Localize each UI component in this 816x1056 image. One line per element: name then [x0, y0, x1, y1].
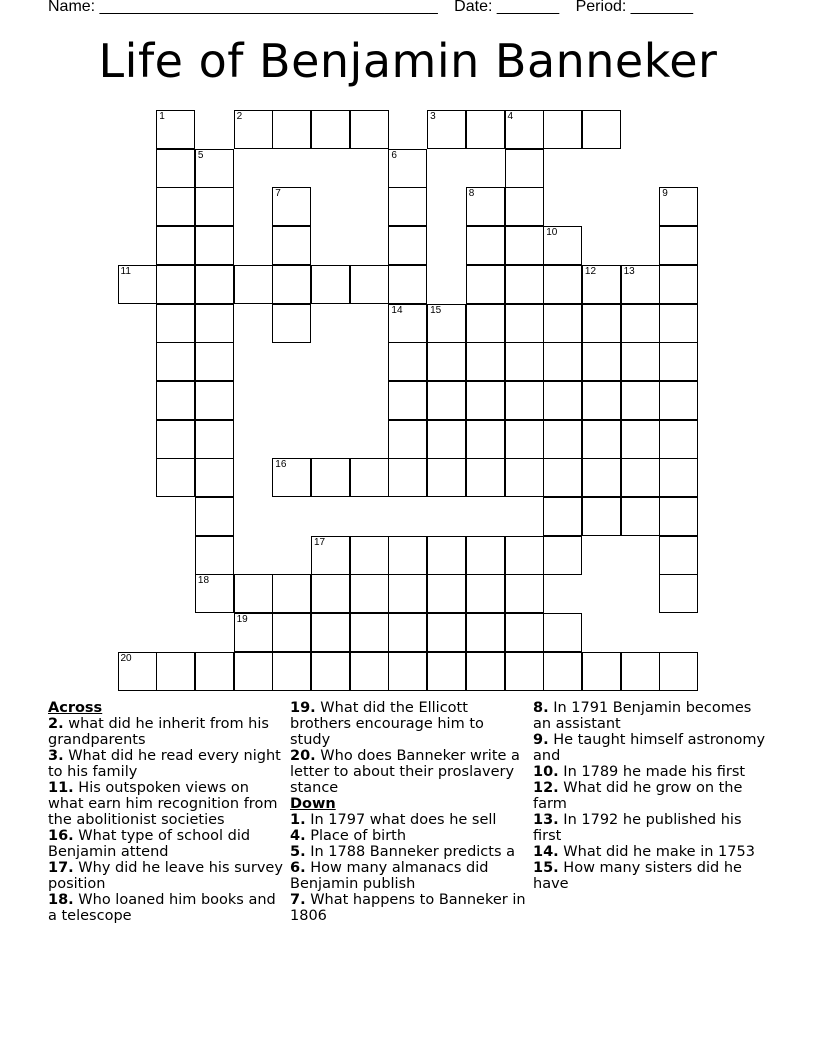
- grid-cell[interactable]: [582, 497, 621, 536]
- grid-cell[interactable]: [659, 652, 698, 691]
- grid-cell[interactable]: [195, 497, 234, 536]
- grid-cell[interactable]: [659, 536, 698, 575]
- clue-item: [290, 844, 528, 860]
- grid-cell[interactable]: [466, 226, 505, 265]
- clue-number: 9: [662, 188, 668, 200]
- clue-number: 19: [236, 614, 248, 626]
- grid-cell[interactable]: [543, 458, 582, 497]
- grid-cell-18[interactable]: [195, 574, 234, 613]
- grid-cell-5[interactable]: [195, 149, 234, 188]
- across-heading: Across: [48, 700, 103, 716]
- grid-cell-9[interactable]: [659, 187, 698, 226]
- grid-cell[interactable]: [272, 265, 311, 304]
- clue-number: 16: [275, 459, 287, 471]
- clue-number: 10: [546, 227, 558, 239]
- grid-cell[interactable]: [505, 613, 544, 652]
- grid-cell[interactable]: [156, 187, 195, 226]
- clue-text: What did he grow on the farm: [533, 780, 743, 812]
- grid-cell[interactable]: [311, 574, 350, 613]
- grid-cell[interactable]: [466, 381, 505, 420]
- clue-item: [290, 700, 528, 748]
- clue-text: He taught himself astronomy and: [533, 732, 766, 764]
- clue-item: [533, 812, 771, 844]
- grid-cell[interactable]: [156, 458, 195, 497]
- grid-cell[interactable]: [621, 652, 660, 691]
- clue-text: Place of birth: [305, 828, 407, 844]
- clue-number: 20: [120, 652, 132, 664]
- clue-number-label: 15.: [533, 860, 559, 876]
- grid-cell[interactable]: [621, 304, 660, 343]
- clue-number: 4: [507, 111, 514, 122]
- clue-number: 18: [197, 575, 210, 587]
- clue-text: Who loaned him books and a telescope: [48, 892, 276, 924]
- clue-item: [533, 732, 771, 764]
- clue-number-label: 5.: [290, 844, 306, 860]
- clue-number: 3: [430, 111, 436, 122]
- down-heading: Down: [290, 796, 336, 812]
- grid-cell[interactable]: [311, 458, 350, 497]
- grid-cell-7[interactable]: [272, 187, 311, 226]
- clue-number-label: 16.: [48, 828, 74, 844]
- grid-cell[interactable]: [659, 265, 698, 304]
- grid-cell[interactable]: [388, 458, 427, 497]
- grid-cell[interactable]: [388, 381, 427, 420]
- clue-number: 5: [197, 149, 204, 161]
- grid-cell[interactable]: [505, 420, 544, 459]
- grid-cell[interactable]: [195, 536, 234, 575]
- grid-cell-10[interactable]: [543, 226, 582, 265]
- clue-number-label: 1.: [290, 812, 306, 828]
- grid-cell[interactable]: [272, 304, 311, 343]
- grid-cell[interactable]: [427, 574, 466, 613]
- grid-cell[interactable]: [156, 304, 195, 343]
- grid-cell[interactable]: [621, 381, 660, 420]
- grid-cell-6[interactable]: [388, 149, 427, 188]
- grid-cell[interactable]: [156, 420, 195, 459]
- clue-text: What did he read every night to his family: [48, 748, 281, 780]
- grid-cell[interactable]: [582, 110, 621, 149]
- clue-number: 7: [275, 188, 281, 200]
- grid-cell[interactable]: [466, 613, 505, 652]
- grid-cell[interactable]: [543, 497, 582, 536]
- grid-cell[interactable]: [621, 458, 660, 497]
- grid-cell[interactable]: [272, 613, 311, 652]
- clue-number-label: 20.: [290, 748, 316, 764]
- clue-number: 6: [391, 149, 397, 161]
- grid-cell-19[interactable]: [234, 613, 273, 652]
- grid-cell[interactable]: [388, 226, 427, 265]
- grid-cell[interactable]: [272, 574, 311, 613]
- grid-cell[interactable]: [466, 342, 505, 381]
- grid-cell[interactable]: [311, 110, 350, 149]
- grid-cell[interactable]: [388, 187, 427, 226]
- grid-cell[interactable]: [195, 652, 234, 691]
- clues-column-1: [48, 700, 286, 924]
- clue-number-label: 18.: [48, 892, 74, 908]
- grid-cell[interactable]: [234, 652, 273, 691]
- grid-cell[interactable]: [466, 652, 505, 691]
- grid-cell[interactable]: [195, 265, 234, 304]
- clue-text: His outspoken views on what earn him recognition from the abolitionist societies: [48, 780, 278, 828]
- page-title: Life of Benjamin Banneker: [98, 34, 718, 88]
- grid-cell[interactable]: [311, 652, 350, 691]
- clue-text: In 1789 he made his first: [558, 764, 746, 780]
- clue-text: what did he inherit from his grandparents: [48, 716, 269, 748]
- clue-item: [48, 860, 286, 892]
- grid-cell[interactable]: [195, 381, 234, 420]
- grid-cell[interactable]: [156, 149, 195, 188]
- clue-item: [48, 828, 286, 860]
- clue-number-label: 10.: [533, 764, 559, 780]
- grid-cell[interactable]: [543, 420, 582, 459]
- grid-cell[interactable]: [466, 420, 505, 459]
- grid-cell[interactable]: [388, 342, 427, 381]
- clue-text: In 1797 what does he sell: [305, 812, 497, 828]
- clue-number-label: 14.: [533, 844, 559, 860]
- clue-number-label: 17.: [48, 860, 74, 876]
- clue-text: How many almanacs did Benjamin publish: [290, 860, 489, 892]
- clue-item: [48, 716, 286, 748]
- clue-text: What happens to Banneker in 1806: [290, 892, 526, 924]
- grid-cell[interactable]: [311, 613, 350, 652]
- grid-cell[interactable]: [388, 265, 427, 304]
- clue-text: Why did he leave his survey position: [48, 860, 283, 892]
- grid-cell[interactable]: [621, 342, 660, 381]
- clue-number-label: 13.: [533, 812, 559, 828]
- grid-cell-4[interactable]: [505, 110, 544, 149]
- grid-cell-12[interactable]: [582, 265, 621, 304]
- clue-item: [290, 892, 528, 924]
- grid-cell[interactable]: [350, 458, 389, 497]
- grid-cell-13[interactable]: [621, 265, 660, 304]
- grid-cell[interactable]: [388, 574, 427, 613]
- grid-cell[interactable]: [543, 381, 582, 420]
- grid-cell[interactable]: [621, 497, 660, 536]
- grid-cell[interactable]: [466, 110, 505, 149]
- grid-cell[interactable]: [234, 265, 273, 304]
- grid-cell-2[interactable]: [234, 110, 273, 149]
- clue-number: 1: [159, 111, 165, 122]
- clue-text: How many sisters did he have: [533, 860, 742, 892]
- clue-number-label: 7.: [290, 892, 306, 908]
- grid-cell[interactable]: [543, 110, 582, 149]
- grid-cell-1[interactable]: [156, 110, 195, 149]
- clue-number: 12: [584, 265, 597, 277]
- grid-cell[interactable]: [505, 458, 544, 497]
- clue-number-label: 4.: [290, 828, 306, 844]
- grid-cell[interactable]: [195, 342, 234, 381]
- grid-cell-3[interactable]: [427, 110, 466, 149]
- clue-item: [533, 780, 771, 812]
- grid-cell[interactable]: [156, 381, 195, 420]
- grid-cell[interactable]: [466, 265, 505, 304]
- grid-cell[interactable]: [543, 342, 582, 381]
- clue-number: 14: [391, 304, 403, 316]
- clue-number: 17: [314, 536, 326, 548]
- grid-cell[interactable]: [466, 574, 505, 613]
- clue-text: In 1788 Banneker predicts a: [305, 844, 516, 860]
- grid-cell[interactable]: [659, 574, 698, 613]
- grid-cell[interactable]: [156, 342, 195, 381]
- clue-number-label: 9.: [533, 732, 549, 748]
- grid-cell[interactable]: [659, 304, 698, 343]
- grid-cell[interactable]: [505, 226, 544, 265]
- clue-number-label: 6.: [290, 860, 306, 876]
- grid-cell-8[interactable]: [466, 187, 505, 226]
- clue-item: [290, 828, 528, 844]
- clue-item: [290, 860, 528, 892]
- grid-cell[interactable]: [427, 420, 466, 459]
- grid-cell[interactable]: [195, 304, 234, 343]
- grid-cell[interactable]: [505, 381, 544, 420]
- clue-number: 15: [430, 304, 442, 316]
- grid-cell[interactable]: [427, 613, 466, 652]
- grid-cell[interactable]: [505, 652, 544, 691]
- clue-number: 2: [236, 111, 243, 122]
- grid-cell-16[interactable]: [272, 458, 311, 497]
- grid-cell[interactable]: [621, 420, 660, 459]
- grid-cell-11[interactable]: [118, 265, 157, 304]
- grid-cell[interactable]: [543, 265, 582, 304]
- clue-number: 8: [468, 188, 475, 200]
- grid-cell[interactable]: [505, 149, 544, 188]
- grid-cell[interactable]: [466, 458, 505, 497]
- grid-cell[interactable]: [350, 652, 389, 691]
- grid-cell[interactable]: [272, 110, 311, 149]
- grid-cell[interactable]: [582, 342, 621, 381]
- grid-cell[interactable]: [427, 381, 466, 420]
- period-field-label[interactable]: Period: _______: [575, 0, 694, 15]
- grid-cell[interactable]: [427, 342, 466, 381]
- grid-cell[interactable]: [350, 110, 389, 149]
- clue-text: What did the Ellicott brothers encourage him to study: [290, 700, 484, 748]
- grid-cell[interactable]: [350, 536, 389, 575]
- grid-cell[interactable]: [543, 613, 582, 652]
- grid-cell[interactable]: [388, 652, 427, 691]
- clue-item: [48, 748, 286, 780]
- clue-item: [533, 844, 771, 860]
- grid-cell-20[interactable]: [118, 652, 157, 691]
- grid-cell[interactable]: [659, 420, 698, 459]
- grid-cell[interactable]: [156, 226, 195, 265]
- grid-cell-15[interactable]: [427, 304, 466, 343]
- grid-cell[interactable]: [156, 652, 195, 691]
- clue-text: In 1791 Benjamin becomes an assistant: [533, 700, 752, 732]
- grid-cell[interactable]: [388, 613, 427, 652]
- grid-cell[interactable]: [195, 420, 234, 459]
- grid-cell[interactable]: [195, 458, 234, 497]
- grid-cell[interactable]: [505, 304, 544, 343]
- clues-column-2: [290, 700, 528, 924]
- grid-cell[interactable]: [659, 381, 698, 420]
- clue-text: In 1792 he published his first: [533, 812, 742, 844]
- clue-number-label: 19.: [290, 700, 316, 716]
- grid-cell[interactable]: [659, 458, 698, 497]
- grid-cell[interactable]: [543, 536, 582, 575]
- clue-item: [290, 748, 528, 796]
- clue-number-label: 3.: [48, 748, 64, 764]
- grid-cell[interactable]: [582, 652, 621, 691]
- grid-cell[interactable]: [350, 265, 389, 304]
- clue-text: Who does Banneker write a letter to about their proslavery stance: [290, 748, 520, 796]
- grid-cell-14[interactable]: [388, 304, 427, 343]
- grid-cell[interactable]: [505, 536, 544, 575]
- grid-cell[interactable]: [156, 265, 195, 304]
- grid-cell[interactable]: [582, 420, 621, 459]
- clues-column-3: [533, 700, 771, 892]
- clue-number-label: 2.: [48, 716, 64, 732]
- grid-cell[interactable]: [427, 458, 466, 497]
- grid-cell[interactable]: [234, 574, 273, 613]
- grid-cell[interactable]: [659, 342, 698, 381]
- grid-cell[interactable]: [427, 652, 466, 691]
- grid-cell[interactable]: [350, 613, 389, 652]
- grid-cell[interactable]: [272, 226, 311, 265]
- clue-number-label: 8.: [533, 700, 549, 716]
- grid-cell[interactable]: [582, 458, 621, 497]
- grid-cell[interactable]: [659, 226, 698, 265]
- grid-cell[interactable]: [427, 536, 466, 575]
- clue-item: [290, 812, 528, 828]
- grid-cell[interactable]: [388, 536, 427, 575]
- grid-cell[interactable]: [388, 420, 427, 459]
- grid-cell[interactable]: [505, 342, 544, 381]
- grid-cell[interactable]: [311, 265, 350, 304]
- clue-item: [533, 700, 771, 732]
- grid-cell[interactable]: [505, 574, 544, 613]
- grid-cell[interactable]: [272, 652, 311, 691]
- clue-number-label: 11.: [48, 780, 74, 796]
- clue-item: [533, 860, 771, 892]
- grid-cell[interactable]: [466, 304, 505, 343]
- grid-cell-17[interactable]: [311, 536, 350, 575]
- grid-cell[interactable]: [505, 265, 544, 304]
- grid-cell[interactable]: [505, 187, 544, 226]
- clue-item: [533, 764, 771, 780]
- grid-cell[interactable]: [350, 574, 389, 613]
- grid-cell[interactable]: [659, 497, 698, 536]
- clue-number-label: 12.: [533, 780, 559, 796]
- clue-item: [48, 780, 286, 828]
- clue-number: 13: [623, 265, 635, 277]
- clue-item: [48, 892, 286, 924]
- grid-cell[interactable]: [582, 381, 621, 420]
- date-field-label[interactable]: Date: _______: [454, 0, 560, 15]
- grid-cell[interactable]: [466, 536, 505, 575]
- grid-cell[interactable]: [195, 226, 234, 265]
- clue-number: 11: [120, 265, 131, 277]
- grid-cell[interactable]: [582, 304, 621, 343]
- grid-cell[interactable]: [543, 304, 582, 343]
- grid-cell[interactable]: [543, 652, 582, 691]
- name-field-label[interactable]: Name: ______________________________________: [48, 0, 438, 15]
- grid-cell[interactable]: [195, 187, 234, 226]
- clue-text: What did he make in 1753: [558, 844, 755, 860]
- clue-text: What type of school did Benjamin attend: [48, 828, 251, 860]
